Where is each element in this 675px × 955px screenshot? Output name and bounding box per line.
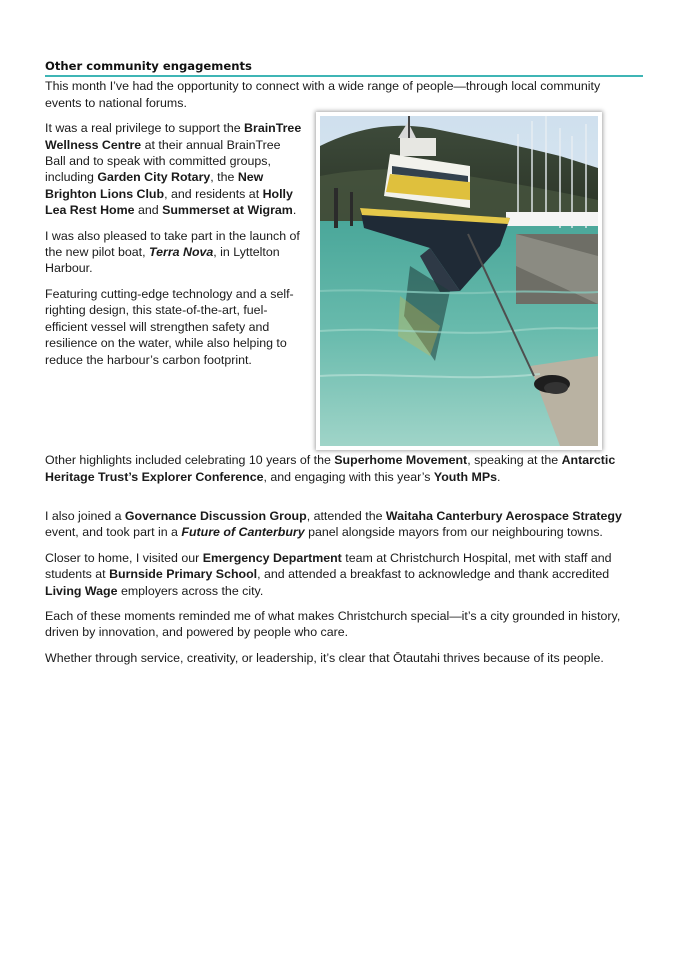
text-run: Closer to home, I visited our xyxy=(45,550,203,565)
bold-run: Governance Discussion Group xyxy=(124,509,307,524)
text-run: Other highlights included celebrating 10 years of the xyxy=(45,453,335,468)
bold-run: Waitaha Canterbury Aerospace Strategy xyxy=(385,509,622,524)
text-run: , the xyxy=(210,170,238,185)
bold-italic-run: Terra Nova xyxy=(149,245,214,260)
text-run: panel alongside mayors from our neighbouring towns. xyxy=(304,525,603,540)
text-run: I was also pleased to take part in the launch of the new pilot boat, xyxy=(45,228,300,260)
paragraph-christchurch-special: Each of these moments reminded me of what makes Christchurch special—it’s a city grounded in history, driven by innovation, and powered by people who care. xyxy=(45,609,621,640)
paragraph-otautahi: Whether through service, creativity, or leadership, it’s clear that Ōtautahi thrives because of its people. xyxy=(45,650,604,665)
section-heading: Other community engagements xyxy=(45,58,643,77)
document-page xyxy=(45,58,630,675)
pilot-boat-image xyxy=(320,116,598,446)
text-run: . xyxy=(292,203,297,218)
bold-run: Antarctic Heritage Trust’s Explorer Conference xyxy=(45,453,616,484)
text-run: Featuring cutting-edge technology and a self-righting design, this state-of-the-art, fuel-efficient vessel will strengthen safety and resilience on the water, while also helping to reduce the harbour’s carbon footprint. xyxy=(45,286,294,367)
bold-run: Holly Lea Rest Home xyxy=(45,186,293,218)
pilot-boat-photo xyxy=(316,112,602,450)
text-run: , and residents at xyxy=(164,186,263,201)
text-run: , and attended a breakfast to acknowledge and thank accredited xyxy=(257,567,610,582)
text-run: , attended the xyxy=(306,509,386,524)
text-run: I also joined a xyxy=(45,509,125,524)
text-run: It was a real privilege to support the xyxy=(45,121,245,136)
bold-italic-run: Future of Canterbury xyxy=(181,525,305,540)
text-run: and xyxy=(134,203,163,218)
text-run: employers across the city. xyxy=(117,583,264,598)
bold-run: Youth MPs xyxy=(433,469,497,484)
text-run: , and engaging with this year’s xyxy=(263,469,434,484)
bold-run: Summerset at Wigram xyxy=(162,203,293,218)
text-run: , speaking at the xyxy=(467,453,562,468)
bold-run: BrainTree Wellness Centre xyxy=(45,121,302,152)
bold-run: Superhome Movement xyxy=(334,453,468,468)
text-run: team at Christchurch Hospital, met with staff and students at xyxy=(45,550,612,582)
text-run: at their annual BrainTree Ball and to speak with committed groups, including xyxy=(45,137,281,185)
bold-run: Garden City Rotary xyxy=(97,170,211,185)
text-run: . xyxy=(497,469,501,484)
paragraph-governance xyxy=(45,508,630,541)
bold-run: New Brighton Lions Club xyxy=(45,170,264,201)
bold-run: Burnside Primary School xyxy=(109,567,258,582)
wrapped-content xyxy=(45,120,630,452)
bold-run: Emergency Department xyxy=(202,550,342,565)
paragraph-closer-to-home xyxy=(45,550,630,599)
bold-run: Living Wage xyxy=(45,583,118,598)
intro-paragraph: This month I’ve had the opportunity to connect with a wide range of people—through local community events to national forums. xyxy=(45,79,601,110)
paragraph-highlights xyxy=(45,452,630,485)
text-run: event, and took part in a xyxy=(45,525,182,540)
text-run: , in Lyttelton Harbour. xyxy=(45,245,280,276)
